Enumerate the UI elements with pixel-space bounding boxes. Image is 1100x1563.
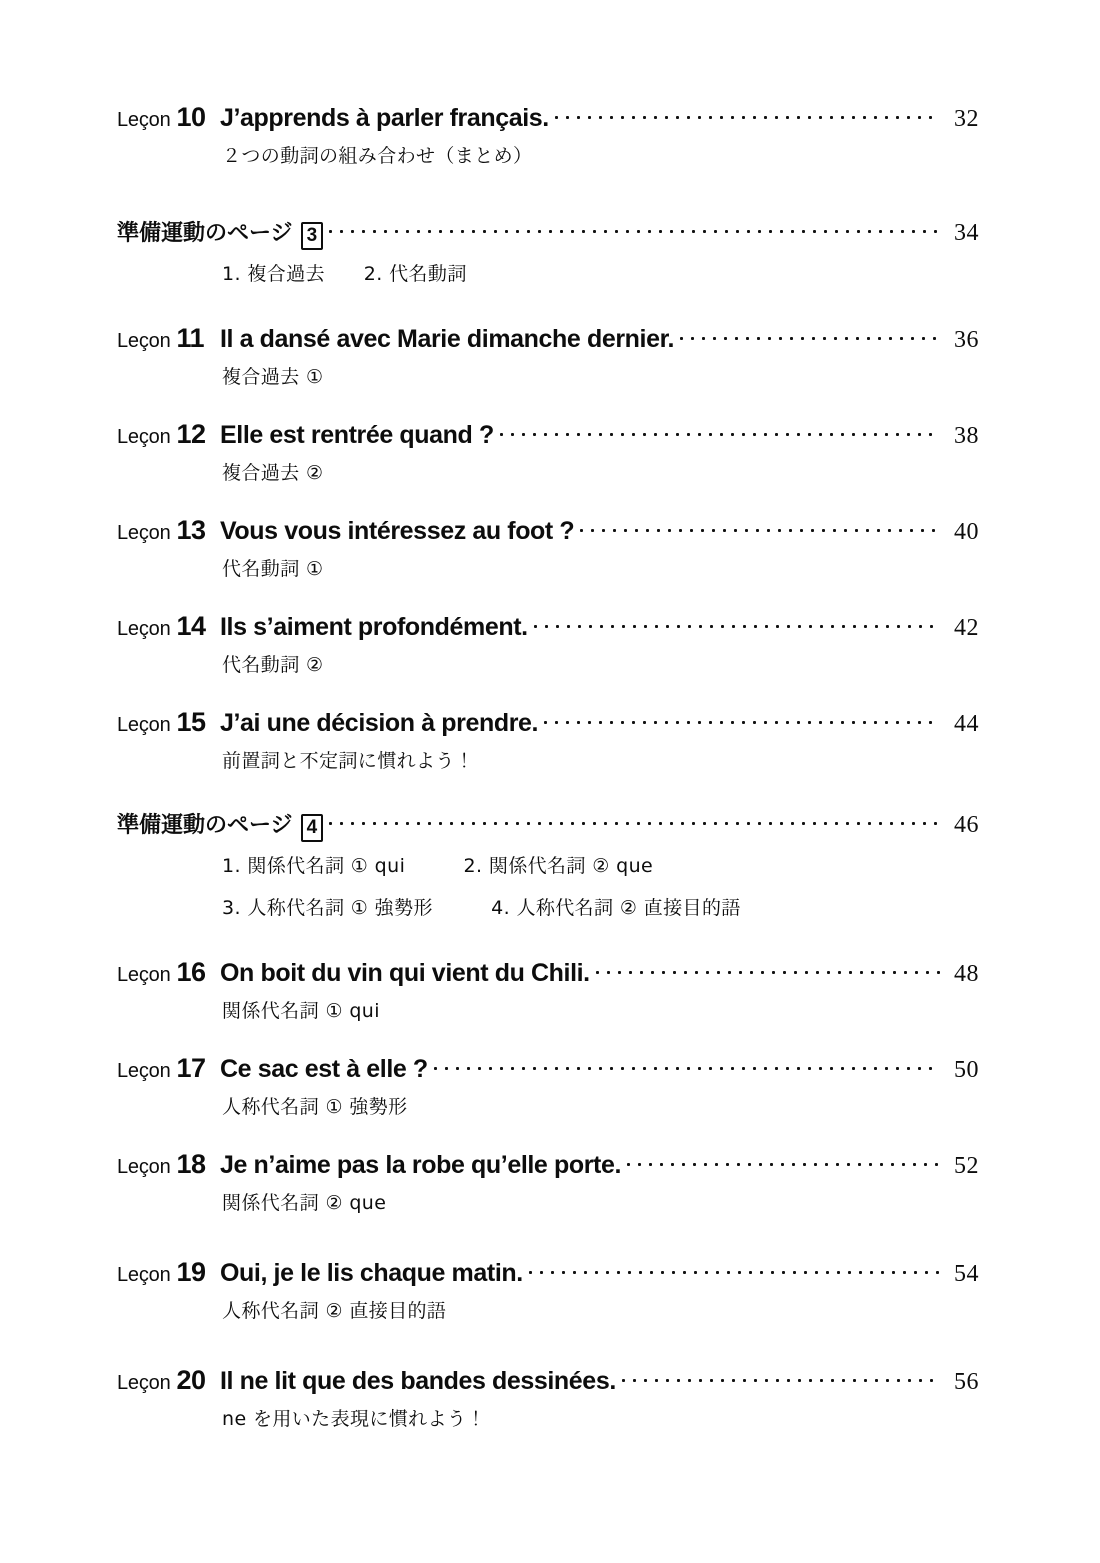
lesson-number-group [117,325,220,352]
subtitle-line: 人称代名詞 ② 直接目的語 [222,1300,447,1322]
lesson-number: 10 [176,102,206,132]
lesson-number-group [117,517,220,544]
lesson-number: 16 [176,957,206,987]
lesson-number-group [117,1151,220,1178]
toc-lesson-entry[interactable] [117,325,979,392]
subtitle-line: 関係代名詞 ① qui [222,1000,380,1022]
dotted-leader [500,427,940,443]
lesson-title[interactable]: Oui, je le lis chaque matin. [220,1259,523,1287]
lesson-title[interactable]: Vous vous intéressez au foot ? [220,517,575,545]
toc-entry-row[interactable] [117,1259,979,1286]
page-number[interactable]: 42 [954,615,979,641]
page-number[interactable]: 40 [954,519,979,545]
lesson-label: Leçon [117,1156,171,1178]
toc-entry-subtitle [222,261,979,289]
toc-entry-subtitle [222,1406,979,1434]
subtitle-line: 複合過去 ② [222,462,324,484]
lesson-title[interactable]: J’ai une décision à prendre. [220,709,539,737]
lesson-number-group [117,613,220,640]
toc-entry-row[interactable] [117,813,979,841]
subtitle-line: 前置詞と不定詞に慣れよう！ [222,750,475,772]
toc-lesson-entry[interactable] [117,1151,979,1218]
lesson-number-group [117,1367,220,1394]
page-number[interactable]: 50 [954,1057,979,1083]
section-title[interactable]: 準備運動のページ [117,221,293,246]
lesson-number: 12 [176,419,206,449]
lesson-title[interactable]: Je n’aime pas la robe qu’elle porte. [220,1151,622,1179]
toc-entry-row[interactable] [117,517,979,544]
page-number[interactable]: 48 [954,961,979,987]
subtitle-line: 関係代名詞 ② que [222,1192,387,1214]
lesson-number-group [117,1259,220,1286]
dotted-leader [580,523,940,539]
toc-entry-subtitle [222,364,979,392]
lesson-label: Leçon [117,330,171,352]
page-number[interactable]: 44 [954,711,979,737]
page-number[interactable]: 52 [954,1153,979,1179]
toc-lesson-entry[interactable] [117,1367,979,1434]
toc-entry-row[interactable] [117,709,979,736]
toc-section-entry[interactable] [117,221,979,289]
toc-entry-subtitle [222,853,979,922]
dotted-leader [544,715,940,731]
dotted-leader [680,331,940,347]
toc-entry-subtitle [222,460,979,488]
toc-entry-row[interactable] [117,1151,979,1178]
lesson-number-group [117,104,220,131]
toc-entry-subtitle [222,748,979,776]
subtitle-line: 代名動詞 ① [222,558,324,580]
page-number[interactable]: 34 [954,220,979,246]
dotted-leader [627,1157,940,1173]
lesson-number: 19 [176,1257,206,1287]
toc-entry-row[interactable] [117,959,979,986]
page-number[interactable]: 54 [954,1261,979,1287]
toc-entry-subtitle [222,998,979,1026]
lesson-number-group [117,709,220,736]
lesson-number-group [117,959,220,986]
subtitle-line: 3. 人称代名詞 ① 強勢形 4. 人称代名詞 ② 直接目的語 [222,896,741,919]
toc-entry-subtitle [222,556,979,584]
toc-entry-subtitle [222,652,979,680]
lesson-label: Leçon [117,1264,171,1286]
lesson-number: 18 [176,1149,206,1179]
lesson-number: 17 [176,1053,206,1083]
lesson-title[interactable]: Ce sac est à elle ? [220,1055,428,1083]
dotted-leader [434,1061,940,1077]
subtitle-line: ne を用いた表現に慣れよう！ [222,1408,486,1430]
toc-lesson-entry[interactable] [117,104,979,171]
toc-lesson-entry[interactable] [117,421,979,488]
dotted-leader [329,224,940,240]
toc-lesson-entry[interactable] [117,709,979,776]
section-box-number: 3 [301,222,324,250]
lesson-number: 13 [176,515,206,545]
lesson-title[interactable]: On boit du vin qui vient du Chili. [220,959,590,987]
lesson-number-group [117,421,220,448]
section-title[interactable]: 準備運動のページ [117,813,293,838]
lesson-number: 20 [176,1365,206,1395]
dotted-leader [622,1373,940,1389]
dotted-leader [534,619,940,635]
subtitle-line: 1. 複合過去 2. 代名動詞 [222,263,467,285]
lesson-label: Leçon [117,1372,171,1394]
toc-entry-subtitle [222,1190,979,1218]
lesson-label: Leçon [117,426,171,448]
lesson-label: Leçon [117,522,171,544]
dotted-leader [529,1265,940,1281]
lesson-title[interactable]: Ils s’aiment profondément. [220,613,528,641]
toc-entry-row[interactable] [117,1367,979,1394]
lesson-title[interactable]: J’apprends à parler français. [220,104,549,132]
page-number[interactable]: 36 [954,327,979,353]
lesson-number-group [117,1055,220,1082]
toc-lesson-entry[interactable] [117,959,979,1026]
toc-entry-row[interactable] [117,325,979,352]
page-number[interactable]: 32 [954,106,979,132]
lesson-title[interactable]: Il ne lit que des bandes dessinées. [220,1367,616,1395]
toc-entry-row[interactable] [117,104,979,131]
toc-entry-row[interactable] [117,421,979,448]
dotted-leader [329,816,940,832]
toc-lesson-entry[interactable] [117,1259,979,1326]
page-number[interactable]: 38 [954,423,979,449]
toc-entry-subtitle [222,1094,979,1122]
page-number[interactable]: 46 [954,812,979,838]
toc-entry-subtitle [222,1298,979,1326]
section-box-number: 4 [301,814,324,842]
lesson-number: 15 [176,707,206,737]
toc-lesson-entry[interactable] [117,517,979,584]
dotted-leader [596,965,940,981]
lesson-number: 14 [176,611,206,641]
page-number[interactable]: 56 [954,1369,979,1395]
lesson-label: Leçon [117,964,171,986]
lesson-label: Leçon [117,714,171,736]
toc-section-entry[interactable] [117,813,979,922]
lesson-label: Leçon [117,1060,171,1082]
lesson-title[interactable]: Il a dansé avec Marie dimanche dernier. [220,325,675,353]
lesson-label: Leçon [117,618,171,640]
toc-lesson-entry[interactable] [117,613,979,680]
subtitle-line: 代名動詞 ② [222,654,324,676]
subtitle-line: 複合過去 ① [222,366,324,388]
toc-lesson-entry[interactable] [117,1055,979,1122]
toc-entry-row[interactable] [117,221,979,249]
lesson-label: Leçon [117,109,171,131]
toc-entry-row[interactable] [117,1055,979,1082]
toc-entry-row[interactable] [117,613,979,640]
subtitle-line: 1. 関係代名詞 ① qui 2. 関係代名詞 ② que [222,855,654,877]
subtitle-line: 人称代名詞 ① 強勢形 [222,1096,408,1118]
dotted-leader [555,110,940,126]
subtitle-line: ２つの動詞の組み合わせ（まとめ） [222,145,533,167]
lesson-title[interactable]: Elle est rentrée quand ? [220,421,494,449]
toc-entry-subtitle [222,143,979,171]
lesson-number: 11 [176,323,205,353]
